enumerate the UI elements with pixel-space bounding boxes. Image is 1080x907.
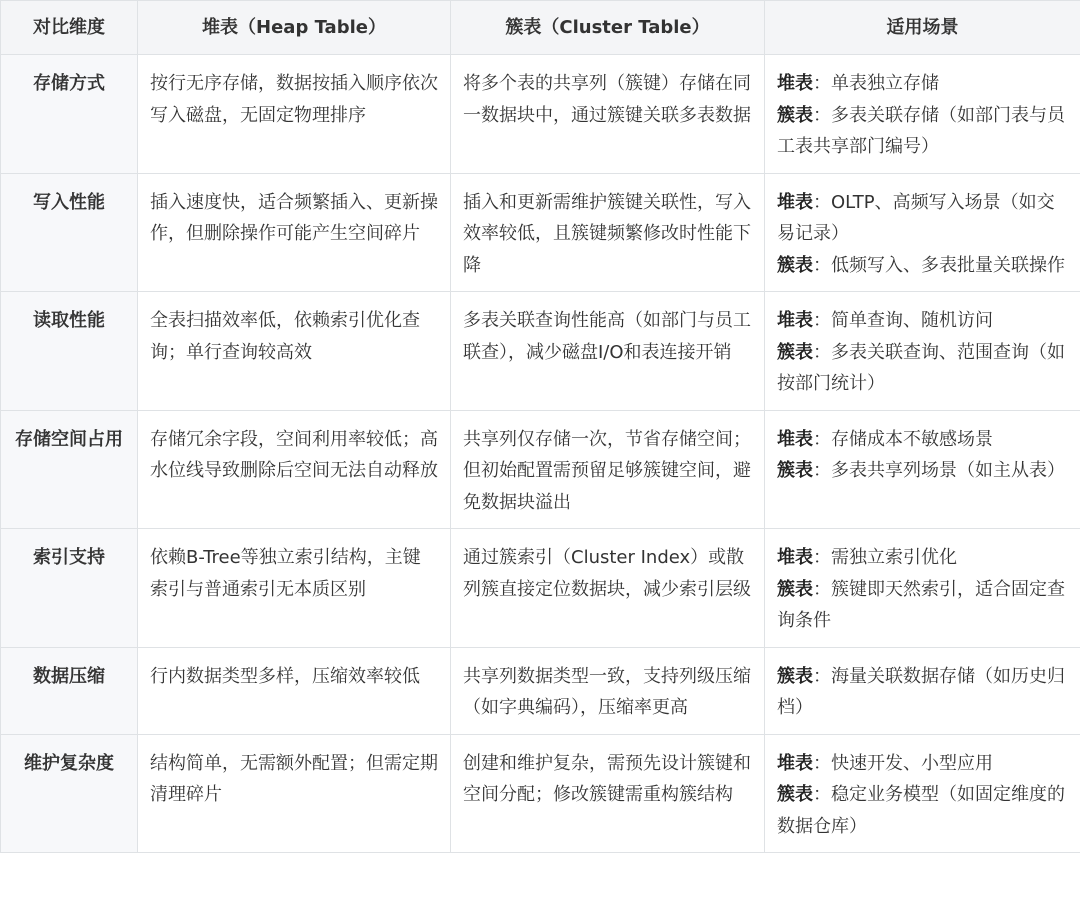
scenario-label: 簇表: [777, 578, 813, 600]
scenario-cell: [765, 55, 1080, 174]
scenario-line: [777, 424, 1068, 456]
scenario-text: 快速开发、小型应用: [831, 752, 993, 774]
table-row: [1, 410, 1080, 529]
scenario-line: [777, 455, 1068, 487]
scenario-label: 堆表: [777, 191, 813, 213]
scenario-line: [777, 337, 1068, 400]
scenario-label: 堆表: [777, 547, 813, 568]
scenario-text: 海量关联数据存储（如历史归档）: [777, 665, 1065, 718]
scenario-separator: ：: [813, 578, 831, 600]
scenario-text: 存储成本不敏感场景: [831, 428, 993, 450]
dimension-cell: 数据压缩: [1, 647, 138, 734]
scenario-cell: [765, 529, 1080, 648]
dimension-cell: 读取性能: [1, 292, 138, 411]
scenario-separator: ：: [813, 310, 831, 331]
table-row: [1, 529, 1080, 648]
table-row: [1, 55, 1080, 174]
cluster-cell: 多表关联查询性能高（如部门与员工联查），减少磁盘I/O和表连接开销: [451, 292, 765, 411]
dimension-cell: 维护复杂度: [1, 734, 138, 853]
scenario-label: 簇表: [777, 341, 813, 363]
scenario-line: [777, 100, 1068, 163]
scenario-separator: ：: [813, 547, 831, 568]
scenario-cell: [765, 647, 1080, 734]
scenario-text: 稳定业务模型（如固定维度的数据仓库）: [777, 784, 1065, 837]
heap-cell: 依赖B-Tree等独立索引结构，主键索引与普通索引无本质区别: [138, 529, 451, 648]
scenario-line: [777, 68, 1068, 100]
scenario-cell: [765, 410, 1080, 529]
scenario-text: 多表共享列场景（如主从表）: [831, 460, 1065, 481]
header-row: [1, 1, 1080, 55]
table-row: [1, 173, 1080, 292]
cluster-cell: 将多个表的共享列（簇键）存储在同一数据块中，通过簇键关联多表数据: [451, 55, 765, 174]
scenario-text: 簇键即天然索引，适合固定查询条件: [777, 578, 1065, 631]
scenario-separator: ：: [813, 341, 831, 363]
scenario-label: 堆表: [777, 73, 813, 94]
scenario-line: [777, 574, 1068, 637]
dimension-cell: 存储方式: [1, 55, 138, 174]
cluster-cell: 插入和更新需维护簇键关联性，写入效率较低，且簇键频繁修改时性能下降: [451, 173, 765, 292]
scenario-line: [777, 779, 1068, 842]
scenario-text: 低频写入、多表批量关联操作: [831, 254, 1065, 276]
scenario-separator: ：: [813, 784, 831, 805]
scenario-separator: ：: [813, 460, 831, 481]
scenario-label: 簇表: [777, 460, 813, 481]
scenario-label: 簇表: [777, 104, 813, 126]
scenario-cell: [765, 173, 1080, 292]
heap-cell: 按行无序存储，数据按插入顺序依次写入磁盘，无固定物理排序: [138, 55, 451, 174]
table-row: [1, 647, 1080, 734]
scenario-separator: ：: [813, 254, 831, 276]
scenario-label: 堆表: [777, 428, 813, 450]
cluster-cell: 共享列仅存储一次，节省存储空间；但初始配置需预留足够簇键空间，避免数据块溢出: [451, 410, 765, 529]
scenario-separator: ：: [813, 73, 831, 94]
scenario-cell: [765, 292, 1080, 411]
scenario-separator: ：: [813, 428, 831, 450]
scenario-line: [777, 305, 1068, 337]
scenario-separator: ：: [813, 665, 831, 687]
scenario-cell: [765, 734, 1080, 853]
scenario-separator: ：: [813, 752, 831, 774]
scenario-text: OLTP、高频写入场景（如交易记录）: [777, 191, 1055, 244]
scenario-text: 简单查询、随机访问: [831, 310, 993, 331]
scenario-label: 簇表: [777, 784, 813, 805]
cluster-cell: 通过簇索引（Cluster Index）或散列簇直接定位数据块，减少索引层级: [451, 529, 765, 648]
table-row: [1, 292, 1080, 411]
scenario-separator: ：: [813, 104, 831, 126]
scenario-label: 堆表: [777, 752, 813, 774]
scenario-separator: ：: [813, 191, 831, 213]
dimension-cell: 索引支持: [1, 529, 138, 648]
heap-cell: 全表扫描效率低，依赖索引优化查询；单行查询较高效: [138, 292, 451, 411]
scenario-label: 簇表: [777, 665, 813, 687]
cluster-cell: 创建和维护复杂，需预先设计簇键和空间分配；修改簇键需重构簇结构: [451, 734, 765, 853]
heap-cell: 存储冗余字段，空间利用率较低；高水位线导致删除后空间无法自动释放: [138, 410, 451, 529]
cluster-cell: 共享列数据类型一致，支持列级压缩（如字典编码），压缩率更高: [451, 647, 765, 734]
heap-cell: 插入速度快，适合频繁插入、更新操作，但删除操作可能产生空间碎片: [138, 173, 451, 292]
scenario-line: [777, 250, 1068, 282]
scenario-line: [777, 187, 1068, 250]
scenario-text: 单表独立存储: [831, 73, 939, 94]
scenario-label: 堆表: [777, 310, 813, 331]
header-cluster-table: 簇表（Cluster Table）: [451, 1, 765, 55]
heap-cell: 结构简单，无需额外配置；但需定期清理碎片: [138, 734, 451, 853]
heap-cell: 行内数据类型多样，压缩效率较低: [138, 647, 451, 734]
table-row: [1, 734, 1080, 853]
dimension-cell: 写入性能: [1, 173, 138, 292]
scenario-text: 需独立索引优化: [831, 547, 957, 568]
scenario-line: [777, 542, 1068, 574]
scenario-label: 簇表: [777, 254, 813, 276]
scenario-text: 多表关联存储（如部门表与员工表共享部门编号）: [777, 104, 1065, 157]
scenario-line: [777, 748, 1068, 780]
table-body: [1, 55, 1080, 853]
header-scenarios: 适用场景: [765, 1, 1080, 55]
dimension-cell: 存储空间占用: [1, 410, 138, 529]
scenario-line: [777, 661, 1068, 724]
header-heap-table: 堆表（Heap Table）: [138, 1, 451, 55]
header-dimension: 对比维度: [1, 1, 138, 55]
scenario-text: 多表关联查询、范围查询（如按部门统计）: [777, 341, 1065, 394]
